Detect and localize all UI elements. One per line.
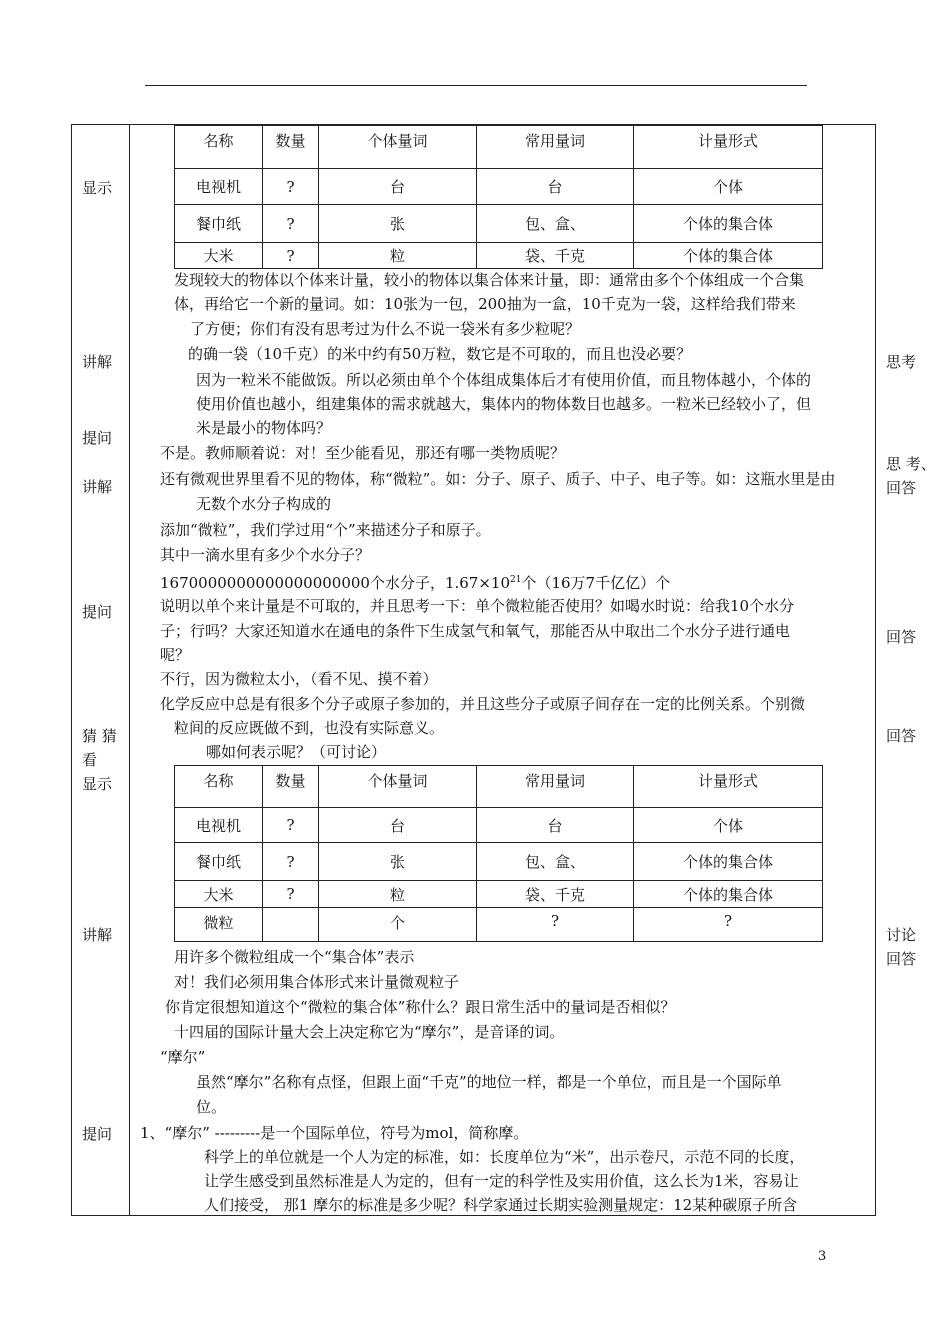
table-cell: 个体 — [634, 808, 823, 843]
table-cell: ? — [263, 205, 319, 243]
page-number: 3 — [818, 1249, 827, 1264]
body-text — [160, 568, 670, 595]
table-cell: 个体的集合体 — [634, 243, 823, 269]
quantity-table-1 — [174, 125, 823, 269]
body-text: 粒间的反应既做不到，也没有实际意义。 — [174, 719, 445, 737]
table-cell: 台 — [319, 169, 477, 205]
body-text: 1、“摩尔” ---------是一个国际单位，符号为mol，简称摩。 — [140, 1124, 529, 1142]
table-cell: 电视机 — [175, 808, 263, 843]
header-cell: 个体量词 — [319, 766, 477, 808]
table-cell: 粒 — [319, 243, 477, 269]
body-text: 子；行吗？大家还知道水在通电的条件下生成氢气和氧气，那能否从中取出二个水分子进行通电 — [160, 622, 791, 640]
body-text: 无数个水分子构成的 — [196, 495, 332, 513]
table-row — [175, 808, 823, 843]
right-label: 回答 — [886, 727, 917, 745]
right-label: 回答 — [886, 479, 917, 497]
body-text: 你肯定很想知道这个“微粒的集合体”称什么？跟日常生活中的量词是否相似？ — [165, 998, 676, 1016]
table-cell: 个 — [319, 908, 477, 942]
header-cell: 数量 — [263, 126, 319, 169]
body-text: 的确一袋（10千克）的米中约有50万粒，数它是不可取的，而且也没必要？ — [188, 345, 692, 363]
left-label: 提问 — [82, 1125, 113, 1143]
right-label: 回答 — [886, 950, 917, 968]
column-divider-left — [129, 124, 130, 1216]
table-cell: ? — [263, 881, 319, 908]
left-label: 显示 — [82, 179, 113, 197]
table-cell: 个体的集合体 — [634, 843, 823, 881]
body-text: 不行，因为微粒太小，（看不见、摸不着） — [160, 670, 438, 688]
body-text: 还有微观世界里看不见的物体，称“微粒”。如：分子、原子、质子、中子、电子等。如：这瓶水里是由 — [160, 470, 836, 488]
body-text: 了方便；你们有没有思考过为什么不说一袋米有多少粒呢？ — [190, 320, 581, 338]
table-cell: 包、盒、 — [477, 843, 634, 881]
table-cell: 个体的集合体 — [634, 205, 823, 243]
table-cell: 张 — [319, 205, 477, 243]
right-label: 思 考、 — [886, 455, 936, 473]
right-label: 讨论 — [886, 926, 917, 944]
body-text: 虽然“摩尔”名称有点怪，但跟上面“千克”的地位一样，都是一个单位，而且是一个国际单 — [196, 1073, 782, 1091]
body-text: 添加“微粒”，我们学过用“个”来描述分子和原子。 — [160, 521, 491, 539]
header-cell: 计量形式 — [634, 126, 823, 169]
table-cell: 粒 — [319, 881, 477, 908]
header-cell: 计量形式 — [634, 766, 823, 808]
left-label: 猜 猜 — [82, 727, 117, 745]
body-text: 发现较大的物体以个体来计量，较小的物体以集合体来计量，即：通常由多个个体组成一个合集 — [174, 271, 805, 289]
table-cell: 个体 — [634, 169, 823, 205]
table-cell: 个体的集合体 — [634, 881, 823, 908]
header-cell: 名称 — [175, 766, 263, 808]
left-label: 讲解 — [82, 478, 113, 496]
column-divider-right — [875, 124, 876, 1216]
number-text: 1670000000000000000000个水分子，1.67×10 — [160, 574, 511, 592]
table-cell: 大米 — [175, 881, 263, 908]
right-label: 回答 — [886, 628, 917, 646]
table-cell: ? — [263, 808, 319, 843]
table-cell: 包、盒、 — [477, 205, 634, 243]
table-row — [175, 908, 823, 942]
table-cell: 微粒 — [175, 908, 263, 942]
header-cell: 常用量词 — [477, 766, 634, 808]
body-text: 位。 — [196, 1098, 227, 1116]
right-label: 思考 — [886, 353, 917, 371]
body-text: “摩尔” — [160, 1048, 206, 1066]
table-cell: ? — [263, 243, 319, 269]
left-label: 提问 — [82, 429, 113, 447]
table-cell — [263, 908, 319, 942]
table-cell: 电视机 — [175, 169, 263, 205]
header-cell: 个体量词 — [319, 126, 477, 169]
table-cell: 台 — [477, 169, 634, 205]
table-cell: 袋、千克 — [477, 243, 634, 269]
table-cell: 张 — [319, 843, 477, 881]
body-text: 不是。教师顺着说：对！至少能看见，那还有哪一类物质呢？ — [160, 444, 566, 462]
body-text: 哪如何表示呢？（可讨论） — [206, 743, 387, 761]
table-row — [175, 169, 823, 205]
header-cell: 数量 — [263, 766, 319, 808]
table-cell: 大米 — [175, 243, 263, 269]
table-header-row — [175, 126, 823, 169]
table-cell: 餐巾纸 — [175, 205, 263, 243]
body-text: 化学反应中总是有很多个分子或原子参加的，并且这些分子或原子间存在一定的比例关系。个别微 — [160, 695, 806, 713]
body-text: 呢？ — [160, 646, 191, 664]
left-label: 显示 — [82, 775, 113, 793]
body-text: 科学上的单位就是一个人为定的标准，如：长度单位为“米”，出示卷尺，示范不同的长度， — [204, 1148, 805, 1166]
body-text: 人们接受， 那1 摩尔的标准是多少呢？科学家通过长期实验测量规定：12某种碳原子所含 — [204, 1196, 798, 1214]
body-text: 十四届的国际计量大会上决定称它为“摩尔”，是音译的词。 — [174, 1023, 565, 1041]
table-cell: 袋、千克 — [477, 881, 634, 908]
table-cell: ? — [634, 908, 823, 942]
header-cell: 名称 — [175, 126, 263, 169]
body-text: 让学生感受到虽然标准是人为定的，但有一定的科学性及实用价值，这么长为1米，容易让 — [204, 1172, 799, 1190]
table-cell: ? — [477, 908, 634, 942]
body-text: 使用价值也越小，组建集体的需求就越大，集体内的物体数目也越多。一粒米已经较小了，但 — [196, 395, 812, 413]
body-text: 因为一粒米不能做饭。所以必须由单个个体组成集体后才有使用价值，而且物体越小，个体的 — [196, 371, 812, 389]
left-label: 讲解 — [82, 926, 113, 944]
quantity-table-2 — [174, 765, 823, 942]
body-text: 体，再给它一个新的量词。如：10张为一包，200抽为一盒，10千克为一袋，这样给我们带来 — [174, 295, 796, 313]
table-header-row — [175, 766, 823, 808]
header-rule — [145, 85, 807, 86]
table-cell: ? — [263, 169, 319, 205]
table-cell: ? — [263, 843, 319, 881]
table-row — [175, 205, 823, 243]
table-row — [175, 243, 823, 269]
table-row — [175, 843, 823, 881]
body-text: 用许多个微粒组成一个“集合体”表示 — [174, 948, 415, 966]
body-text: 其中一滴水里有多少个水分子？ — [160, 546, 371, 564]
left-label: 看 — [82, 751, 98, 769]
table-cell: 餐巾纸 — [175, 843, 263, 881]
exponent-text: 21 — [510, 575, 522, 585]
table-cell: 台 — [319, 808, 477, 843]
header-cell: 常用量词 — [477, 126, 634, 169]
body-text: 对！我们必须用集合体形式来计量微观粒子 — [174, 973, 460, 991]
number-text-rest: 个（16万7千亿亿）个 — [521, 574, 671, 592]
table-cell: 台 — [477, 808, 634, 843]
left-label: 提问 — [82, 603, 113, 621]
body-text: 米是最小的物体吗？ — [196, 419, 332, 437]
table-row — [175, 881, 823, 908]
left-label: 讲解 — [82, 353, 113, 371]
body-text: 说明以单个来计量是不可取的，并且思考一下：单个微粒能否使用？如喝水时说：给我10个水分 — [160, 597, 795, 615]
